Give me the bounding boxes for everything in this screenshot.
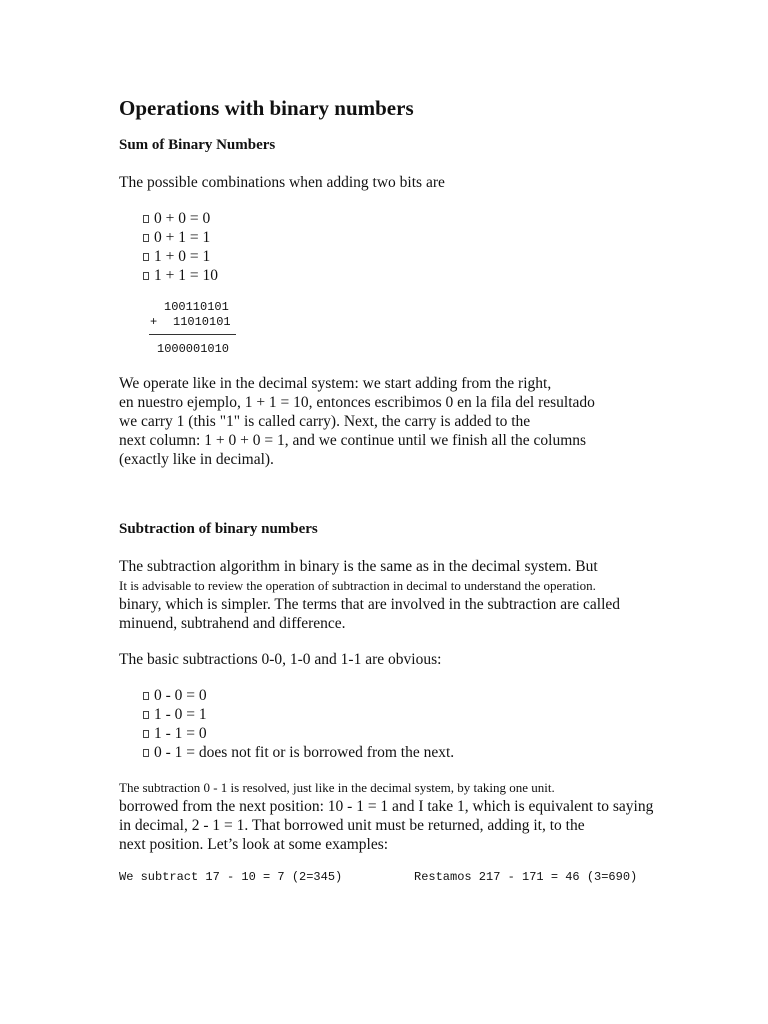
subtraction-heading: Subtraction of binary numbers xyxy=(119,521,318,537)
list-item: 1 - 0 = 1 xyxy=(143,705,454,724)
list-item: 1 + 1 = 10 xyxy=(143,266,218,285)
list-item: 0 - 1 = does not fit or is borrowed from the next. xyxy=(143,743,454,762)
example-right: Restamos 217 - 171 = 46 (3=690) xyxy=(414,870,638,884)
bullet-box-icon xyxy=(143,749,149,757)
sum-intro: The possible combinations when adding two bits are xyxy=(119,174,445,191)
bullet-box-icon xyxy=(143,730,149,738)
subtraction-para2: The basic subtractions 0-0, 1-0 and 1-1 are obvious: xyxy=(119,651,442,668)
sum-result: 1000001010 xyxy=(157,342,230,356)
list-item: 1 + 0 = 1 xyxy=(143,247,218,266)
list-item: 1 - 1 = 0 xyxy=(143,724,454,743)
list-item: 0 + 0 = 0 xyxy=(143,209,218,228)
subtraction-basics-list xyxy=(143,686,454,762)
sum-heading: Sum of Binary Numbers xyxy=(119,137,276,153)
bullet-box-icon xyxy=(143,272,149,280)
subtraction-para3: The subtraction 0 - 1 is resolved, just like in the decimal system, by taking one unit. borrowed from the next position: 10 - 1 = 1 and I take 1, which is equivalent to saying in decimal, 2 - 1 = 1. That borrowed unit must be returned, adding it, to the next position. Let’s look at some examples: xyxy=(119,780,654,853)
example-left: We subtract 17 - 10 = 7 (2=345) xyxy=(119,870,343,884)
sum-divider xyxy=(149,334,236,335)
plus-operator: + xyxy=(150,315,158,329)
sum-explanation: We operate like in the decimal system: we start adding from the right, en nuestro ejemplo, 1 + 1 = 10, entonces escribimos 0 en la fila del resultado we carry 1 (this "1" is called carry). Next, the carry is added to the next column: 1 + 0 + 0 = 1, and we continue until we finish all the columns (exactly like in decimal). xyxy=(119,375,595,468)
list-item: 0 - 0 = 0 xyxy=(143,686,454,705)
page-title: Operations with binary numbers xyxy=(119,96,414,120)
sum-combinations-list xyxy=(143,209,218,285)
bullet-box-icon xyxy=(143,215,149,223)
bullet-box-icon xyxy=(143,234,149,242)
bullet-box-icon xyxy=(143,692,149,700)
addend-2: 11010101 xyxy=(173,315,231,329)
bullet-box-icon xyxy=(143,253,149,261)
addend-1: 100110101 xyxy=(164,300,229,314)
subtraction-para1: The subtraction algorithm in binary is the same as in the decimal system. But It is advisable to review the operation of subtraction in decimal to understand the operation. binary, which is simpler. The terms that are involved in the subtraction are called minuend, subtrahend and difference. xyxy=(119,558,621,632)
list-item: 0 + 1 = 1 xyxy=(143,228,218,247)
bullet-box-icon xyxy=(143,711,149,719)
